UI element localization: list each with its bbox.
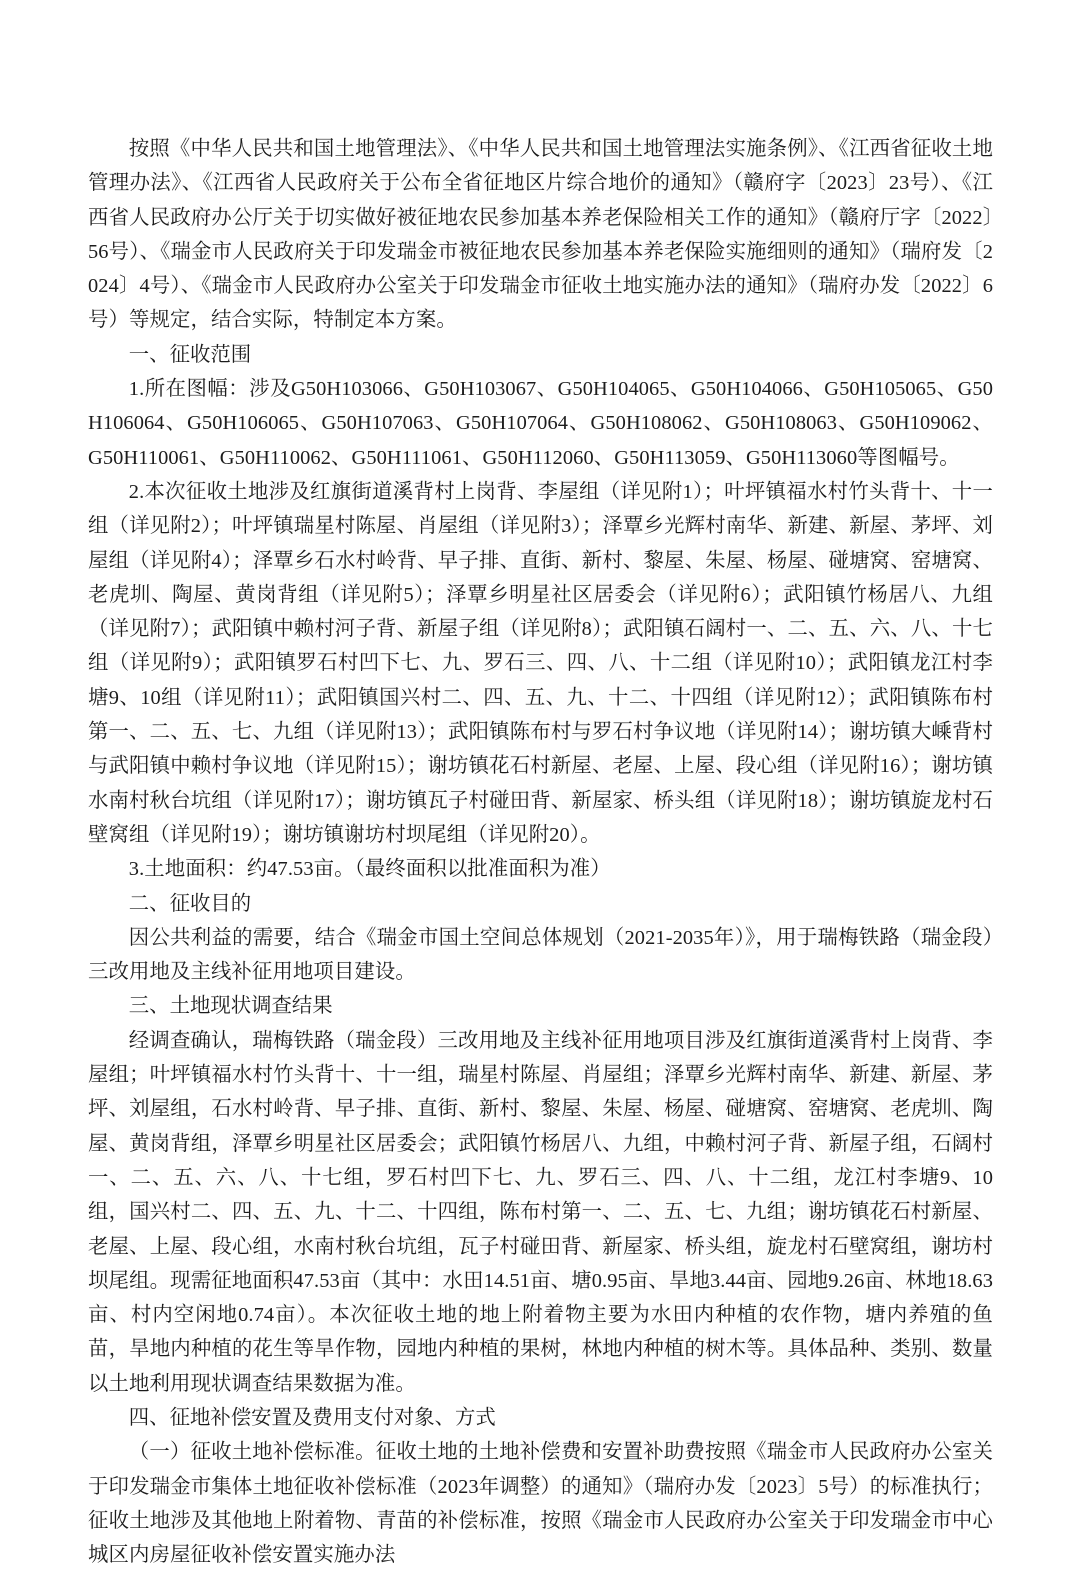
paragraph-item-2-scope: 2.本次征收土地涉及红旗街道溪背村上岗背、李屋组（详见附1）；叶坪镇福水村竹头背十、十一组（详见附2）；叶坪镇瑞星村陈屋、肖屋组（详见附3）；泽覃乡光辉村南华、新建、新屋、茅坪、刘屋组（详见附4）；泽覃乡石水村岭背、早子排、直街、新村、黎屋、朱屋、杨屋、碰塘窝、窑塘窝、老虎圳、陶屋、黄岗背组（详见附5）；泽覃乡明星社区居委会（详见附6）；武阳镇竹杨居八、九组（详见附7）；武阳镇中赖村河子背、新屋子组（详见附8）；武阳镇石阔村一、二、五、六、八、十七组（详见附9）；武阳镇罗石村凹下七、九、罗石三、四、八、十二组（详见附10）；武阳镇龙江村李塘9、10组（详见附11）；武阳镇国兴村二、四、五、九、十二、十四组（详见附12）；武阳镇陈布村第一、二、五、七、九组（详见附13）；武阳镇陈布村与罗石村争议地（详见附14）；谢坊镇大嵊背村与武阳镇中赖村争议地（详见附15）；谢坊镇花石村新屋、老屋、上屋、段心组（详见附16）；谢坊镇水南村秋台坑组（详见附17）；谢坊镇瓦子村碰田背、新屋家、桥头组（详见附18）；谢坊镇旋龙村石壁窝组（详见附19）；谢坊镇谢坊村坝尾组（详见附20）。 bbox=[88, 480, 993, 846]
heading-section-four: 四、征地补偿安置及费用支付对象、方式 bbox=[128, 1406, 496, 1429]
paragraph-item-1-map-sheets: 1.所在图幅：涉及G50H103066、G50H103067、G50H104065、G50H104066、G50H105065、G50H106064、G50H106065、G50H107063、G50H107064、G50H108062、G50H108063、G50H109062、G50H110061、G50H110062、G50H111061、G50H112060、G50H113059、G50H113060等图幅号。 bbox=[88, 378, 993, 469]
paragraph-section-three-body: 经调查确认，瑞梅铁路（瑞金段）三改用地及主线补征用地项目涉及红旗街道溪背村上岗背、李屋组；叶坪镇福水村竹头背十、十一组，瑞星村陈屋、肖屋组；泽覃乡光辉村南华、新建、新屋、茅坪、刘屋组，石水村岭背、早子排、直街、新村、黎屋、朱屋、杨屋、碰塘窝、窑塘窝、老虎圳、陶屋、黄岗背组，泽覃乡明星社区居委会；武阳镇竹杨居八、九组，中赖村河子背、新屋子组，石阔村一、二、五、六、八、十七组，罗石村凹下七、九、罗石三、四、八、十二组，龙江村李塘9、10组，国兴村二、四、五、九、十二、十四组，陈布村第一、二、五、七、九组；谢坊镇花石村新屋、老屋、上屋、段心组，水南村秋台坑组，瓦子村碰田背、新屋家、桥头组，旋龙村石壁窝组，谢坊村坝尾组。现需征地面积47.53亩（其中：水田14.51亩、塘0.95亩、旱地3.44亩、园地9.26亩、林地18.63亩、村内空闲地0.74亩）。本次征收土地的地上附着物主要为水田内种植的农作物，塘内养殖的鱼苗，旱地内种植的花生等旱作物，园地内种植的果树，林地内种植的树木等。具体品种、类别、数量以土地利用现状调查结果数据为准。 bbox=[88, 1029, 993, 1395]
document-text-body bbox=[88, 132, 993, 1572]
heading-section-two: 二、征收目的 bbox=[128, 892, 252, 915]
paragraph-item-3-area: 3.土地面积：约47.53亩。（最终面积以批准面积为准） bbox=[128, 858, 611, 881]
heading-section-one: 一、征收范围 bbox=[128, 343, 252, 366]
paragraph-preamble: 按照《中华人民共和国土地管理法》、《中华人民共和国土地管理法实施条例》、《江西省征收土地管理办法》、《江西省人民政府关于公布全省征地区片综合地价的通知》（赣府字〔2023〕23号）、《江西省人民政府办公厅关于切实做好被征地农民参加基本养老保险相关工作的通知》（赣府厅字〔2022〕56号）、《瑞金市人民政府关于印发瑞金市被征地农民参加基本养老保险实施细则的通知》（瑞府发〔2024〕4号）、《瑞金市人民政府办公室关于印发瑞金市征收土地实施办法的通知》（瑞府办发〔2022〕6号）等规定，结合实际，特制定本方案。 bbox=[88, 138, 993, 332]
heading-section-three: 三、土地现状调查结果 bbox=[128, 995, 333, 1018]
paragraph-section-two-body: 因公共利益的需要，结合《瑞金市国土空间总体规划（2021-2035年）》，用于瑞梅铁路（瑞金段）三改用地及主线补征用地项目建设。 bbox=[88, 926, 993, 984]
paragraph-section-four-item-one: （一）征收土地补偿标准。征收土地的土地补偿费和安置补助费按照《瑞金市人民政府办公室关于印发瑞金市集体土地征收补偿标准（2023年调整）的通知》（瑞府办发〔2023〕5号）的标准执行；征收土地涉及其他地上附着物、青苗的补偿标准，按照《瑞金市人民政府办公室关于印发瑞金市中心城区内房屋征收补偿安置实施办法 bbox=[88, 1441, 993, 1567]
